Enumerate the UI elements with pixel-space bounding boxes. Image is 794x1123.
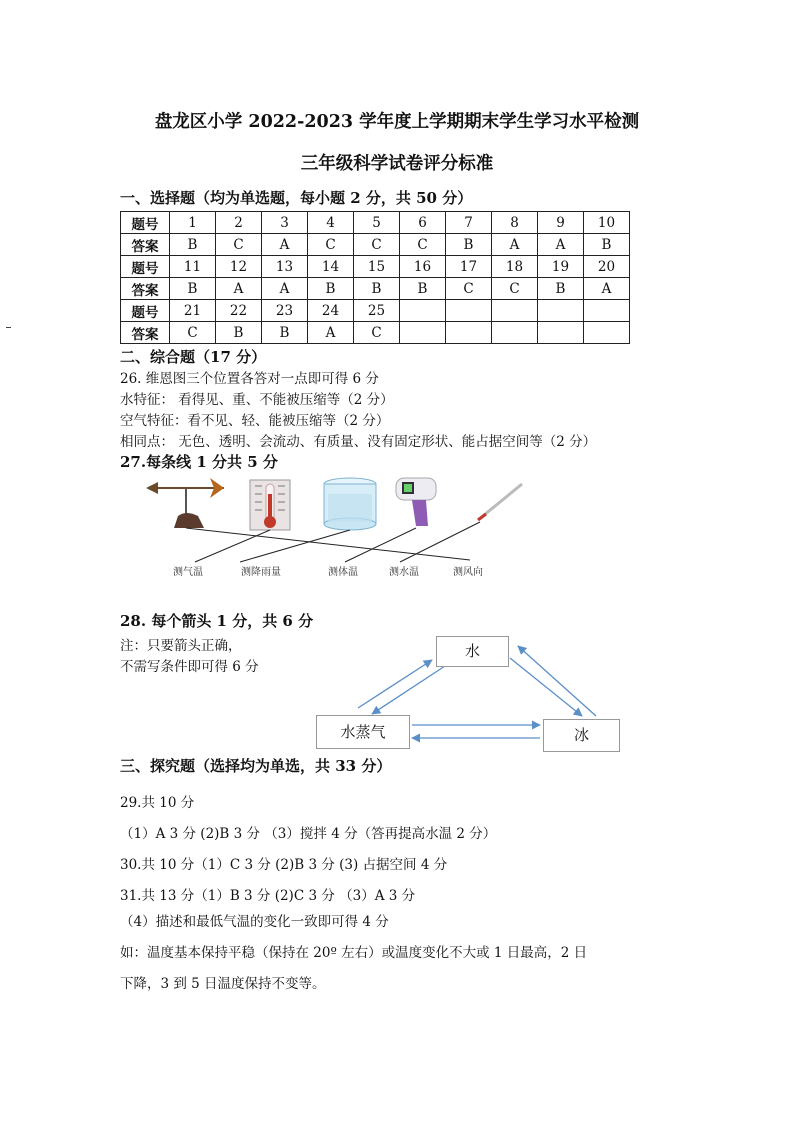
question-number-cell: 23 (262, 300, 308, 322)
answer-cell: A (262, 278, 308, 300)
answer-cell: A (308, 322, 354, 344)
question-number-cell: 7 (446, 212, 492, 234)
question-number-cell: 18 (492, 256, 538, 278)
question-number-cell: 2 (216, 212, 262, 234)
node-water-vapor: 水蒸气 (316, 715, 410, 749)
answer-cell: A (262, 234, 308, 256)
margin-mark (6, 327, 11, 328)
answer-cell: C (492, 278, 538, 300)
answer-cell: C (354, 322, 400, 344)
q26-line2: 水特征： 看得见、重、不能被压缩等（2 分） (120, 392, 394, 408)
question-number-cell: 20 (584, 256, 630, 278)
page-subtitle: 三年级科学试卷评分标准 (300, 154, 494, 174)
question-number-cell: 14 (308, 256, 354, 278)
question-number-cell: 13 (262, 256, 308, 278)
match-line-3 (240, 530, 350, 562)
answer-cell: C (446, 278, 492, 300)
answer-cell: B (170, 278, 216, 300)
q28-note1: 注：只要箭头正确， (120, 638, 242, 654)
answer-table (120, 211, 630, 344)
question-number-cell: 4 (308, 212, 354, 234)
row-label-answer: 答案 (121, 234, 170, 256)
match-line-5 (400, 522, 480, 562)
thermometer-icon (250, 480, 290, 530)
answer-row (121, 278, 630, 300)
answer-cell (538, 322, 584, 344)
question-number-cell (492, 300, 538, 322)
row-label-answer: 答案 (121, 278, 170, 300)
match-line-4 (345, 528, 416, 562)
question-number-cell: 10 (584, 212, 630, 234)
question-number-cell: 12 (216, 256, 262, 278)
row-label-answer: 答案 (121, 322, 170, 344)
question-number-row (121, 212, 630, 234)
row-label-question: 题号 (121, 300, 170, 322)
question-number-cell: 3 (262, 212, 308, 234)
question-number-cell: 9 (538, 212, 584, 234)
answer-cell: B (538, 278, 584, 300)
question-number-cell: 21 (170, 300, 216, 322)
question-number-cell: 24 (308, 300, 354, 322)
q27-label-rainfall: 测降雨量 (241, 567, 281, 578)
answer-cell: A (584, 278, 630, 300)
answer-cell: A (538, 234, 584, 256)
q31-line1: 31.共 13 分（1）B 3 分 (2)C 3 分 （3）A 3 分 (120, 888, 416, 904)
question-number-cell: 17 (446, 256, 492, 278)
q27-heading: 27.每条线 1 分共 5 分 (120, 453, 278, 471)
water-thermometer-icon (478, 484, 522, 520)
match-line-2 (195, 530, 270, 562)
q26-line1: 26. 维恩图三个位置各答对一点即可得 6 分 (120, 371, 379, 387)
question-number-row (121, 300, 630, 322)
match-line-1 (186, 528, 470, 560)
rain-gauge-icon (324, 478, 376, 530)
q30-line: 30.共 10 分（1）C 3 分 (2)B 3 分 (3) 占据空间 4 分 (120, 857, 448, 873)
node-water: 水 (436, 636, 509, 667)
answer-cell: B (354, 278, 400, 300)
arrow-water-to-ice (510, 658, 582, 716)
question-number-cell (584, 300, 630, 322)
q29-title: 29.共 10 分 (120, 795, 195, 811)
q26-line4: 相同点： 无色、透明、会流动、有质量、没有固定形状、能占据空间等（2 分） (120, 434, 597, 450)
question-number-cell: 6 (400, 212, 446, 234)
arrow-ice-to-water (518, 646, 596, 716)
answer-cell: B (400, 278, 446, 300)
arrow-water-to-vapor (372, 666, 445, 714)
section1-heading: 一、选择题（均为单选题，每小题 2 分，共 50 分） (120, 189, 473, 207)
answer-cell: C (216, 234, 262, 256)
q29-line: （1）A 3 分 (2)B 3 分 （3）搅拌 4 分（答再提高水温 2 分） (120, 826, 497, 842)
question-number-row (121, 256, 630, 278)
q31-example2: 下降，3 到 5 日温度保持不变等。 (120, 976, 326, 992)
answer-cell: C (308, 234, 354, 256)
q27-label-water-temp: 测水温 (389, 567, 419, 578)
answer-cell: C (354, 234, 400, 256)
question-number-cell: 15 (354, 256, 400, 278)
question-number-cell (446, 300, 492, 322)
question-number-cell: 25 (354, 300, 400, 322)
answer-cell: A (216, 278, 262, 300)
q26-line3: 空气特征：看不见、轻、能被压缩等（2 分） (120, 413, 390, 429)
page-title: 盘龙区小学 2022-2023 学年度上学期期末学生学习水平检测 (154, 112, 640, 132)
answer-row (121, 234, 630, 256)
question-number-cell: 22 (216, 300, 262, 322)
q28-note2: 不需写条件即可得 6 分 (120, 659, 259, 675)
row-label-question: 题号 (121, 212, 170, 234)
question-number-cell: 1 (170, 212, 216, 234)
q27-label-wind-dir: 测风向 (453, 567, 483, 578)
answer-cell: B (216, 322, 262, 344)
infrared-thermometer-icon (396, 478, 436, 526)
question-number-cell: 19 (538, 256, 584, 278)
node-ice: 冰 (543, 719, 620, 752)
question-number-cell: 8 (492, 212, 538, 234)
answer-row (121, 322, 630, 344)
section3-heading: 三、探究题（选择均为单选，共 33 分） (120, 757, 392, 775)
answer-cell: C (170, 322, 216, 344)
row-label-question: 题号 (121, 256, 170, 278)
answer-cell: C (400, 234, 446, 256)
arrow-vapor-to-water (358, 660, 432, 708)
question-number-cell (400, 300, 446, 322)
q27-label-air-temp: 测气温 (173, 567, 203, 578)
section2-heading: 二、综合题（17 分） (120, 348, 267, 366)
answer-cell: B (170, 234, 216, 256)
answer-cell: B (262, 322, 308, 344)
wind-vane-icon (146, 478, 224, 528)
question-number-cell (538, 300, 584, 322)
q27-label-body-temp: 测体温 (328, 567, 358, 578)
q31-line2: （4）描述和最低气温的变化一致即可得 4 分 (120, 914, 389, 930)
answer-cell (492, 322, 538, 344)
answer-cell: B (308, 278, 354, 300)
question-number-cell: 16 (400, 256, 446, 278)
answer-cell: B (584, 234, 630, 256)
answer-cell (400, 322, 446, 344)
q31-example1: 如：温度基本保持平稳（保持在 20º 左右）或温度变化不大或 1 日最高，2 日 (120, 945, 588, 961)
question-number-cell: 11 (170, 256, 216, 278)
q28-heading: 28. 每个箭头 1 分，共 6 分 (120, 612, 314, 630)
answer-cell: A (492, 234, 538, 256)
answer-cell (446, 322, 492, 344)
answer-cell: B (446, 234, 492, 256)
answer-cell (584, 322, 630, 344)
question-number-cell: 5 (354, 212, 400, 234)
